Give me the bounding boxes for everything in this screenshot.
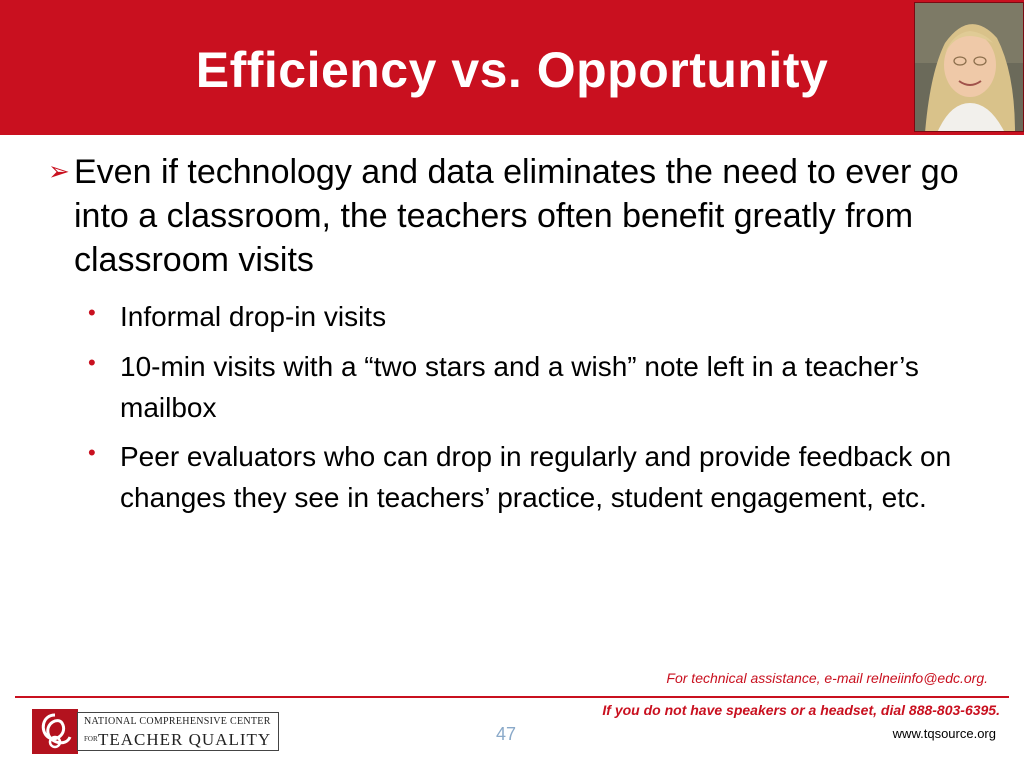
- presenter-portrait-image: [915, 3, 1024, 132]
- dial-in-note: If you do not have speakers or a headset, dial 888-803-6395.: [602, 702, 1000, 718]
- bullet-dot-icon: •: [88, 440, 96, 465]
- sub-bullet-2: 10-min visits with a “two stars and a wish” note left in a teacher’s mailbox: [120, 351, 919, 423]
- bullet-dot-icon: •: [88, 350, 96, 375]
- bullet-dot-icon: •: [88, 300, 96, 325]
- sub-bullet-3: Peer evaluators who can drop in regularly and provide feedback on changes they see in teachers’ practice, student engagement, etc.: [120, 441, 952, 513]
- arrow-bullet-icon: ➢: [48, 156, 70, 186]
- main-bullet-text: Even if technology and data eliminates the need to ever go into a classroom, the teachers often benefit greatly from classroom visits: [74, 153, 959, 279]
- sub-bullet-1: Informal drop-in visits: [120, 301, 387, 332]
- logo-line-2: TEACHER QUALITY: [98, 730, 272, 749]
- slide-title: Efficiency vs. Opportunity: [195, 42, 829, 98]
- knot-logo-icon: [32, 709, 78, 754]
- logo-text-box: [77, 712, 279, 751]
- technical-assistance-note: For technical assistance, e-mail relneiinfo@edc.org.: [666, 670, 988, 686]
- footer-divider: [15, 696, 1009, 698]
- page-number: 47: [496, 724, 517, 744]
- title-bar: [0, 0, 1024, 135]
- presenter-photo: [914, 2, 1024, 132]
- logo-line-1: NATIONAL COMPREHENSIVE CENTER: [84, 716, 271, 727]
- logo-for: FOR: [84, 735, 98, 743]
- website-url: www.tqsource.org: [892, 726, 996, 741]
- tq-center-logo: [32, 709, 282, 754]
